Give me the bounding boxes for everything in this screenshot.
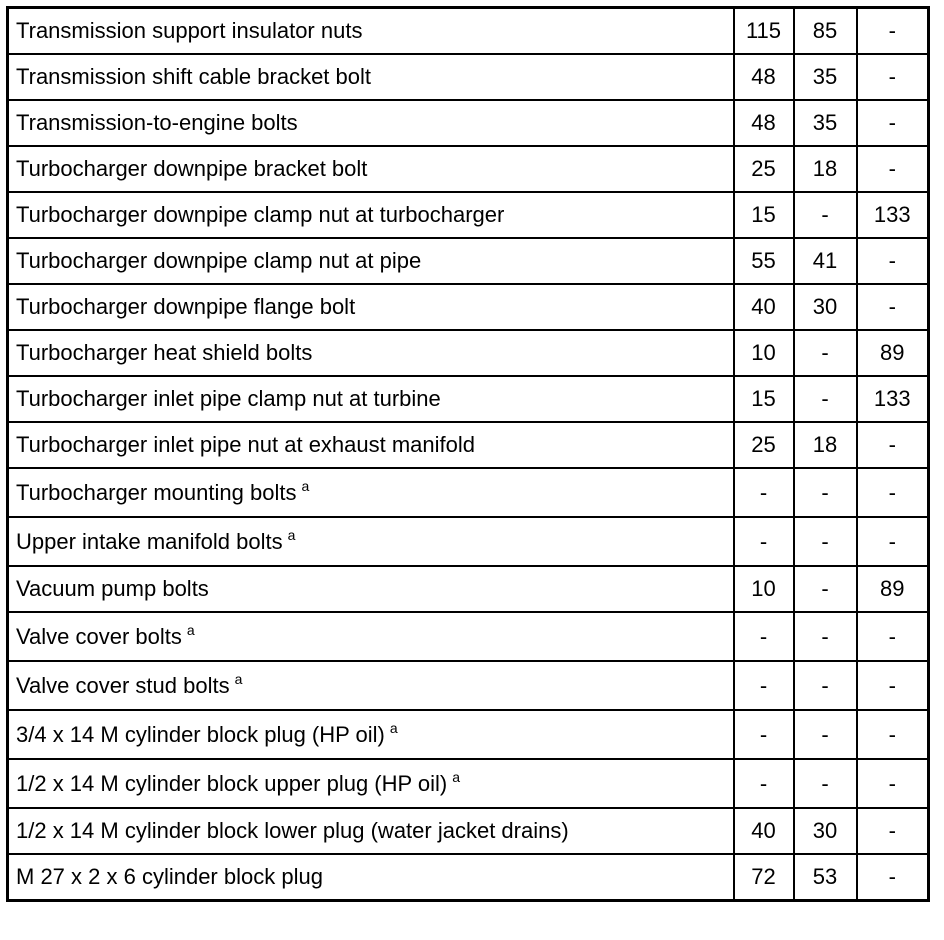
component-description-cell: [8, 710, 734, 759]
component-description-cell: [8, 759, 734, 808]
table-row: [8, 422, 929, 468]
table-row: [8, 238, 929, 284]
torque-nm-cell: 40: [734, 808, 794, 854]
component-description: 3/4 x 14 M cylinder block plug (HP oil): [16, 721, 385, 747]
torque-ftlb-cell: 41: [794, 238, 857, 284]
component-description: Turbocharger mounting bolts: [16, 479, 297, 505]
component-description-cell: [8, 238, 734, 284]
component-description-cell: [8, 100, 734, 146]
footnote-marker: a: [287, 526, 296, 543]
torque-nm-cell: -: [734, 710, 794, 759]
torque-inlb-cell: 133: [857, 192, 929, 238]
torque-ftlb-cell: 30: [794, 284, 857, 330]
torque-ftlb-cell: 35: [794, 54, 857, 100]
torque-inlb-cell: -: [857, 517, 929, 566]
torque-ftlb-cell: -: [794, 710, 857, 759]
torque-nm-cell: 48: [734, 100, 794, 146]
component-description-cell: [8, 146, 734, 192]
component-description: Turbocharger inlet pipe nut at exhaust manifold: [16, 432, 476, 457]
table-row: [8, 612, 929, 661]
table-row: [8, 566, 929, 612]
footnote-marker: a: [234, 670, 243, 687]
torque-inlb-cell: -: [857, 612, 929, 661]
torque-nm-cell: 40: [734, 284, 794, 330]
table-row: [8, 808, 929, 854]
torque-ftlb-cell: -: [794, 566, 857, 612]
component-description: Turbocharger inlet pipe clamp nut at turbine: [16, 386, 441, 411]
table-row: [8, 192, 929, 238]
torque-ftlb-cell: 18: [794, 146, 857, 192]
torque-inlb-cell: -: [857, 146, 929, 192]
component-description-cell: [8, 8, 734, 55]
torque-nm-cell: 72: [734, 854, 794, 901]
table-row: [8, 54, 929, 100]
torque-spec-table: [6, 6, 930, 902]
table-row: [8, 100, 929, 146]
component-description-cell: [8, 330, 734, 376]
torque-nm-cell: 10: [734, 330, 794, 376]
table-row: [8, 759, 929, 808]
torque-inlb-cell: -: [857, 759, 929, 808]
footnote-marker: a: [301, 477, 310, 494]
torque-inlb-cell: -: [857, 422, 929, 468]
footnote-marker: a: [389, 719, 398, 736]
torque-ftlb-cell: 18: [794, 422, 857, 468]
torque-nm-cell: -: [734, 517, 794, 566]
torque-inlb-cell: 89: [857, 566, 929, 612]
component-description-cell: [8, 284, 734, 330]
component-description: Transmission shift cable bracket bolt: [16, 64, 371, 89]
torque-ftlb-cell: 35: [794, 100, 857, 146]
torque-inlb-cell: -: [857, 284, 929, 330]
component-description: Transmission-to-engine bolts: [16, 110, 298, 135]
torque-nm-cell: 25: [734, 146, 794, 192]
component-description: Valve cover stud bolts: [16, 672, 230, 698]
torque-inlb-cell: -: [857, 808, 929, 854]
component-description: Turbocharger downpipe clamp nut at pipe: [16, 248, 422, 273]
torque-ftlb-cell: -: [794, 612, 857, 661]
torque-nm-cell: 15: [734, 192, 794, 238]
torque-nm-cell: 10: [734, 566, 794, 612]
table-row: [8, 661, 929, 710]
component-description: Upper intake manifold bolts: [16, 528, 283, 554]
table-row: [8, 8, 929, 55]
torque-nm-cell: 115: [734, 8, 794, 55]
table-row: [8, 330, 929, 376]
component-description: Turbocharger downpipe bracket bolt: [16, 156, 368, 181]
torque-ftlb-cell: -: [794, 517, 857, 566]
component-description: Transmission support insulator nuts: [16, 18, 363, 43]
torque-ftlb-cell: -: [794, 661, 857, 710]
component-description: 1/2 x 14 M cylinder block upper plug (HP oil): [16, 770, 448, 796]
torque-inlb-cell: -: [857, 468, 929, 517]
torque-inlb-cell: -: [857, 8, 929, 55]
component-description-cell: [8, 468, 734, 517]
torque-inlb-cell: 133: [857, 376, 929, 422]
table-row: [8, 710, 929, 759]
torque-inlb-cell: -: [857, 100, 929, 146]
component-description-cell: [8, 808, 734, 854]
torque-ftlb-cell: 85: [794, 8, 857, 55]
torque-inlb-cell: -: [857, 661, 929, 710]
table-row: [8, 284, 929, 330]
torque-ftlb-cell: -: [794, 192, 857, 238]
footnote-marker: a: [452, 768, 461, 785]
torque-ftlb-cell: -: [794, 759, 857, 808]
component-description-cell: [8, 661, 734, 710]
torque-nm-cell: -: [734, 759, 794, 808]
component-description-cell: [8, 517, 734, 566]
torque-nm-cell: 55: [734, 238, 794, 284]
torque-ftlb-cell: -: [794, 376, 857, 422]
table-row: [8, 854, 929, 901]
table-row: [8, 468, 929, 517]
torque-inlb-cell: -: [857, 854, 929, 901]
torque-table-body: [8, 8, 929, 901]
torque-nm-cell: 48: [734, 54, 794, 100]
component-description: Turbocharger downpipe clamp nut at turbocharger: [16, 202, 505, 227]
component-description: Turbocharger heat shield bolts: [16, 340, 313, 365]
component-description: M 27 x 2 x 6 cylinder block plug: [16, 864, 323, 889]
torque-inlb-cell: -: [857, 710, 929, 759]
torque-ftlb-cell: 53: [794, 854, 857, 901]
torque-nm-cell: -: [734, 612, 794, 661]
table-row: [8, 146, 929, 192]
torque-inlb-cell: -: [857, 54, 929, 100]
table-row: [8, 517, 929, 566]
component-description-cell: [8, 376, 734, 422]
component-description: Turbocharger downpipe flange bolt: [16, 294, 356, 319]
component-description-cell: [8, 422, 734, 468]
torque-nm-cell: -: [734, 661, 794, 710]
component-description: Valve cover bolts: [16, 623, 182, 649]
component-description-cell: [8, 54, 734, 100]
component-description-cell: [8, 612, 734, 661]
component-description-cell: [8, 854, 734, 901]
component-description: Vacuum pump bolts: [16, 576, 209, 601]
torque-nm-cell: 25: [734, 422, 794, 468]
torque-ftlb-cell: 30: [794, 808, 857, 854]
table-row: [8, 376, 929, 422]
torque-nm-cell: 15: [734, 376, 794, 422]
torque-ftlb-cell: -: [794, 468, 857, 517]
torque-inlb-cell: -: [857, 238, 929, 284]
component-description-cell: [8, 566, 734, 612]
torque-ftlb-cell: -: [794, 330, 857, 376]
component-description: 1/2 x 14 M cylinder block lower plug (water jacket drains): [16, 818, 569, 843]
torque-inlb-cell: 89: [857, 330, 929, 376]
component-description-cell: [8, 192, 734, 238]
footnote-marker: a: [186, 621, 195, 638]
torque-nm-cell: -: [734, 468, 794, 517]
